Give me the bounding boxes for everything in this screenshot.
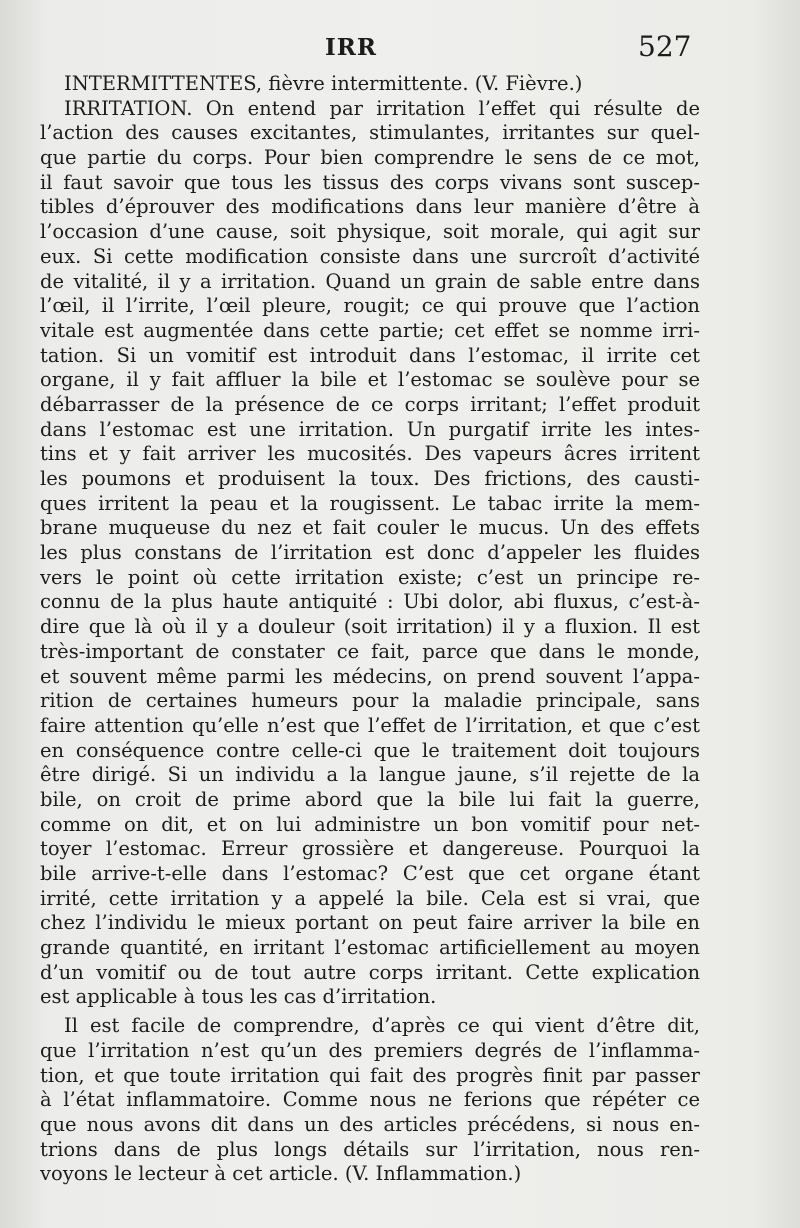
text-line: être dirigé. Si un individu a la langue jaune, s’il rejette de la (40, 763, 700, 787)
text-line: les plus constans de l’irritation est donc d’appeler les fluides (40, 541, 700, 565)
text-line: grande quantité, en irritant l’estomac artificiellement au moyen (40, 936, 700, 960)
text-line: ques irritent la peau et la rougissent. Le tabac irrite la mem- (40, 491, 700, 515)
text-line: bile, on croit de prime abord que la bile lui fait la guerre, (40, 787, 700, 811)
text-line: faire attention qu’elle n’est que l’effet de l’irritation, et que c’est (40, 713, 700, 737)
text-line: de vitalité, il y a irritation. Quand un grain de sable entre dans (40, 269, 700, 293)
text-line: chez l’individu le mieux portant on peut faire arriver la bile en (40, 911, 700, 935)
text-line: irrité, cette irritation y a appelé la bile. Cela est si vrai, que (40, 886, 700, 910)
text-line: les poumons et produisent la toux. Des frictions, des causti- (40, 467, 700, 490)
text-line: comme on dit, et on lui administre un bon vomitif pour net- (40, 812, 700, 836)
text-line: brane muqueuse du nez et fait couler le mucus. Un des effets (40, 516, 700, 540)
text-line: est applicable à tous les cas d’irritation. (40, 985, 437, 1009)
text-line: toyer l’estomac. Erreur grossière et dangereuse. Pourquoi la (40, 837, 700, 861)
text-line: dire que là où il y a douleur (soit irritation) il y a fluxion. Il est (40, 615, 700, 639)
text-line: rition de certaines humeurs pour la maladie principale, sans (40, 689, 700, 713)
text-line: l’action des causes excitantes, stimulantes, irritantes sur quel- (40, 121, 700, 145)
text-line: trions dans de plus longs détails sur l’irritation, nous ren- (40, 1137, 700, 1161)
page-header (0, 30, 800, 70)
text-line: tibles d’éprouver des modifications dans leur manière d’être à (40, 195, 700, 219)
paragraph-irritation (40, 97, 700, 1010)
text-line: tins et y fait arriver les mucosités. Des vapeurs âcres irritent (40, 442, 700, 466)
text-line: l’occasion d’une cause, soit physique, soit morale, qui agit sur (40, 220, 700, 244)
text-line: organe, il y fait affluer la bile et l’estomac se soulève pour se (40, 368, 700, 392)
text-line: à l’état inflammatoire. Comme nous ne ferions que répéter ce (40, 1088, 700, 1112)
running-head: IRR (325, 34, 377, 61)
text-line: vers le point où cette irritation existe; c’est un principe re- (40, 565, 700, 589)
paragraph-inflammation (40, 1014, 700, 1187)
text-line: vitale est augmentée dans cette partie; cet effet se nomme irri- (40, 318, 700, 342)
text-line: connu de la plus haute antiquité : Ubi dolor, abi fluxus, c’est-à- (40, 590, 700, 614)
text-line: l’œil, il l’irrite, l’œil pleure, rougit; ce qui prouve que l’action (40, 294, 700, 318)
text-line: d’un vomitif ou de tout autre corps irritant. Cette explication (40, 960, 700, 984)
text-line: tation. Si un vomitif est introduit dans l’estomac, il irrite cet (40, 343, 700, 367)
entry-intermittentes: INTERMITTENTES, fièvre intermittente. (V. Fièvre.) (64, 72, 583, 95)
text-line: dans l’estomac est une irritation. Un purgatif irrite les intes- (40, 417, 700, 441)
text-line: tion, et que toute irritation qui fait des progrès finit par passer (40, 1063, 700, 1087)
text-line: eux. Si cette modification consiste dans une surcroît d’activité (40, 244, 700, 268)
text-line: voyons le lecteur à cet article. (V. Inflammation.) (40, 1162, 522, 1186)
text-line: très-important de constater ce fait, parce que dans le monde, (40, 639, 700, 663)
text-line: IRRITATION. On entend par irritation l’effet qui résulte de (64, 96, 700, 120)
page-number: 527 (638, 30, 692, 63)
text-line: Il est facile de comprendre, d’après ce qui vient d’être dit, (64, 1014, 700, 1038)
text-line: que l’irritation n’est qu’un des premiers degrés de l’inflamma- (40, 1038, 700, 1062)
text-line: bile arrive-t-elle dans l’estomac? C’est que cet organe étant (40, 862, 700, 885)
text-line: que nous avons dit dans un des articles précédens, si nous en- (40, 1112, 700, 1136)
text-line: et souvent même parmi les médecins, on prend souvent l’appa- (40, 664, 700, 688)
body-text (40, 72, 700, 1187)
text-line: que partie du corps. Pour bien comprendre le sens de ce mot, (40, 146, 700, 170)
text-line: il faut savoir que tous les tissus des corps vivans sont suscep- (40, 170, 700, 194)
text-line: débarrasser de la présence de ce corps irritant; l’effet produit (40, 392, 700, 416)
text-line: en conséquence contre celle-ci que le traitement doit toujours (40, 738, 700, 762)
